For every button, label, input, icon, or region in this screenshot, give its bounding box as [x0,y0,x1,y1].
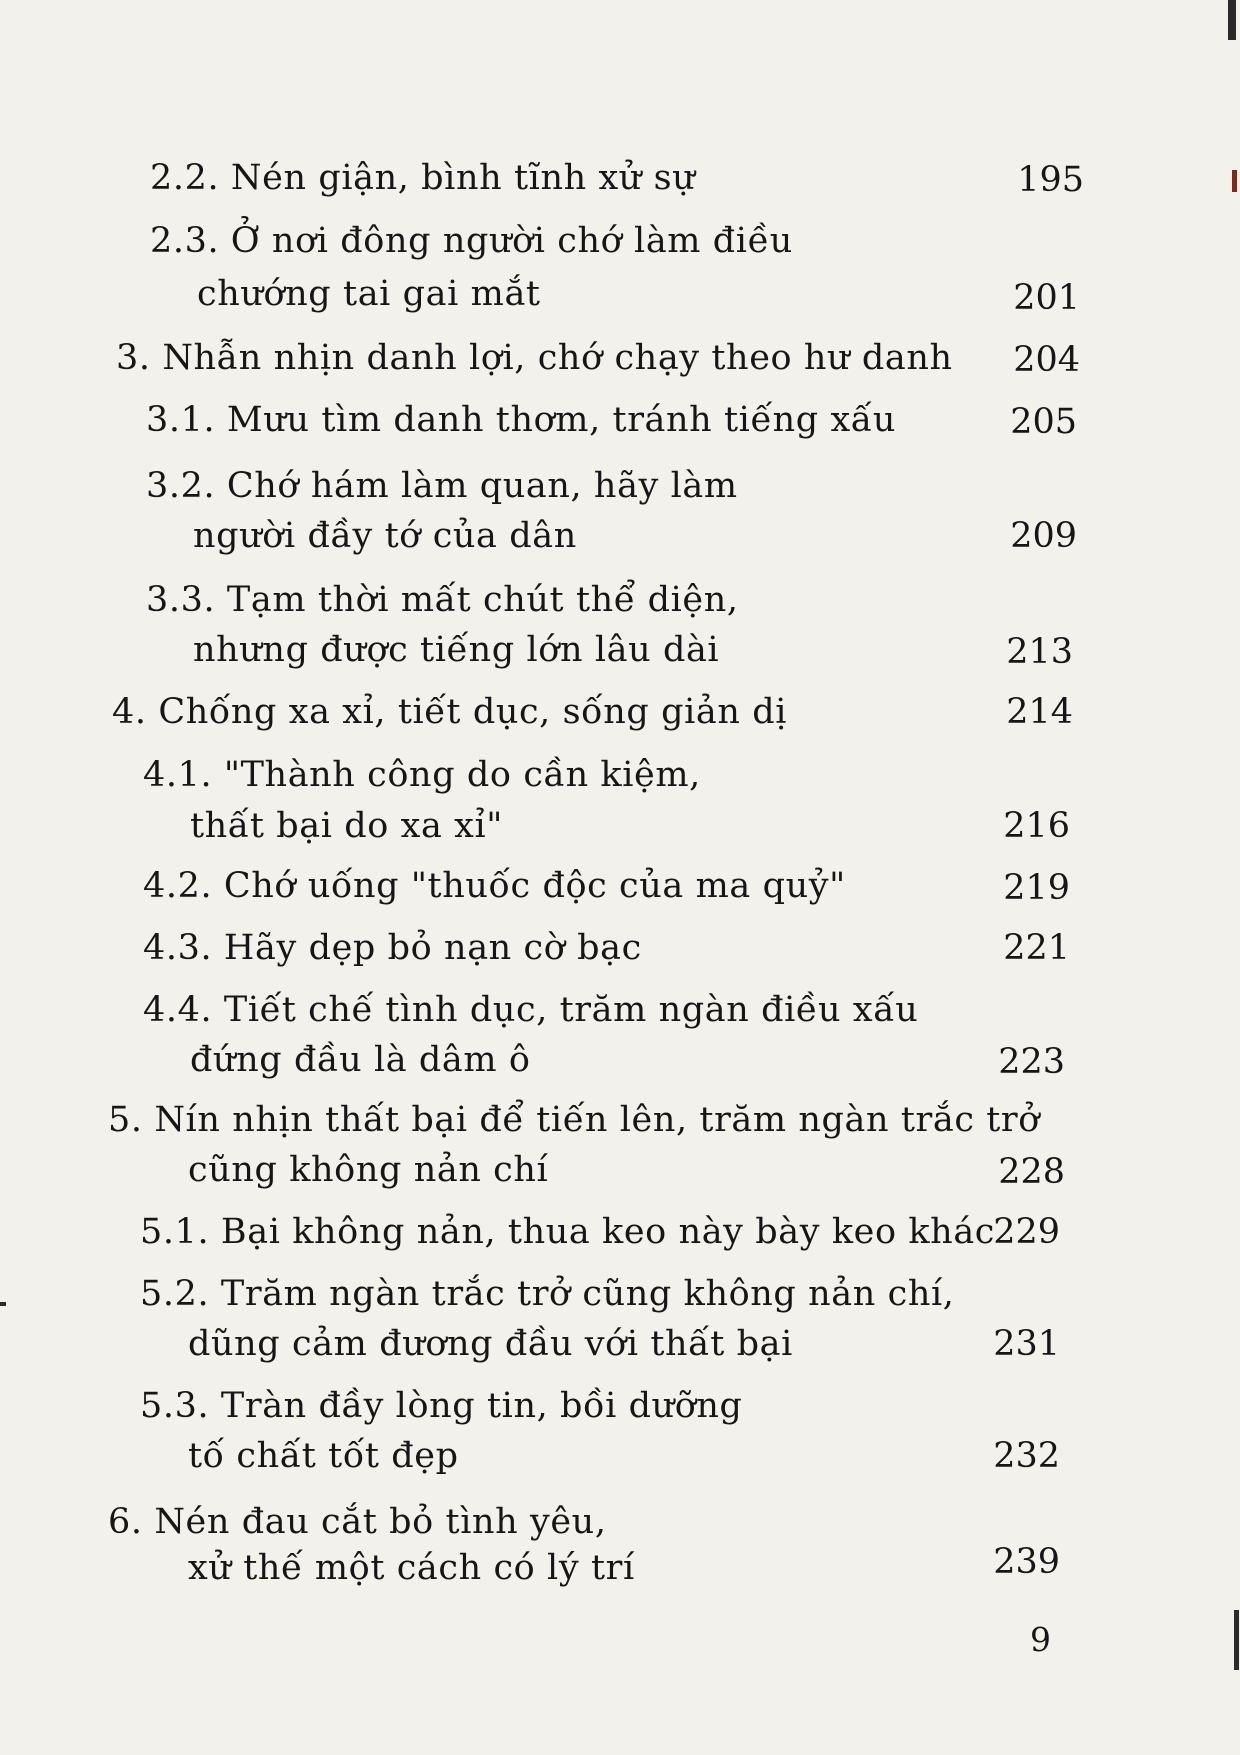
toc-entry-page: 221 [1003,928,1070,968]
toc-entry-page: 213 [1006,632,1073,672]
toc-entry-title-continued: xử thế một cách có lý trí [188,1548,635,1588]
toc-entry-title: 3.2. Chớ hám làm quan, hãy làm [146,466,738,506]
toc-entry-title: 3. Nhẫn nhịn danh lợi, chớ chạy theo hư danh [116,338,953,378]
toc-entry-title-continued: dũng cảm đương đầu với thất bại [188,1324,793,1364]
toc-entry-title: 6. Nén đau cắt bỏ tình yêu, [108,1502,607,1542]
toc-entry-title: 4. Chống xa xỉ, tiết dục, sống giản dị [112,692,787,732]
toc-entry-title: 5. Nín nhịn thất bại để tiến lên, trăm ngàn trắc trở [108,1100,1040,1140]
page-number: 9 [1030,1620,1051,1659]
toc-entry-title: 3.3. Tạm thời mất chút thể diện, [146,580,739,620]
scan-edge-mark [1228,0,1236,40]
toc-entry-title: 3.1. Mưu tìm danh thơm, tránh tiếng xấu [146,400,896,440]
toc-entry-title: 4.3. Hãy dẹp bỏ nạn cờ bạc [143,928,642,968]
toc-entry-title: 4.2. Chớ uống "thuốc độc của ma quỷ" [143,866,846,906]
toc-entry-title: 5.3. Tràn đầy lòng tin, bồi dưỡng [140,1386,743,1426]
toc-entry-page: 228 [998,1152,1065,1192]
toc-entry-title-continued: chướng tai gai mắt [197,274,541,314]
toc-entry-title: 5.2. Trăm ngàn trắc trở cũng không nản chí, [140,1274,955,1314]
toc-entry-title: 5.1. Bại không nản, thua keo này bày keo khác [140,1212,995,1252]
scan-edge-mark [1232,170,1237,192]
scan-edge-mark [1234,1610,1239,1670]
toc-entry-title: 4.4. Tiết chế tình dục, trăm ngàn điều xấu [143,990,919,1030]
toc-entry-page: 223 [998,1042,1065,1082]
scan-edge-mark [0,1302,6,1306]
toc-entry-page: 195 [1017,160,1084,200]
toc-entry-title-continued: cũng không nản chí [188,1150,549,1190]
toc-entry-page: 239 [993,1542,1060,1582]
toc-entry-title: 2.3. Ở nơi đông người chớ làm điều [150,221,793,261]
toc-entry-title-continued: người đầy tớ của dân [193,516,577,556]
toc-entry-page: 204 [1013,340,1080,380]
toc-entry-title-continued: thất bại do xa xỉ" [190,806,503,846]
toc-entry-title-continued: nhưng được tiếng lớn lâu dài [193,630,720,670]
toc-entry-page: 201 [1013,278,1080,318]
toc-entry-page: 209 [1010,516,1077,556]
toc-entry-page: 232 [993,1436,1060,1476]
toc-entry-page: 219 [1003,868,1070,908]
toc-entry-page: 205 [1010,402,1077,442]
toc-entry-page: 231 [993,1324,1060,1364]
toc-entry-title: 4.1. "Thành công do cần kiệm, [143,755,701,795]
toc-entry-title: 2.2. Nén giận, bình tĩnh xử sự [150,158,696,198]
toc-entry-page: 229 [993,1212,1060,1252]
toc-entry-page: 214 [1006,692,1073,732]
toc-entry-page: 216 [1003,806,1070,846]
toc-entry-title-continued: tố chất tốt đẹp [188,1436,459,1476]
toc-entry-title-continued: đứng đầu là dâm ô [190,1040,531,1080]
